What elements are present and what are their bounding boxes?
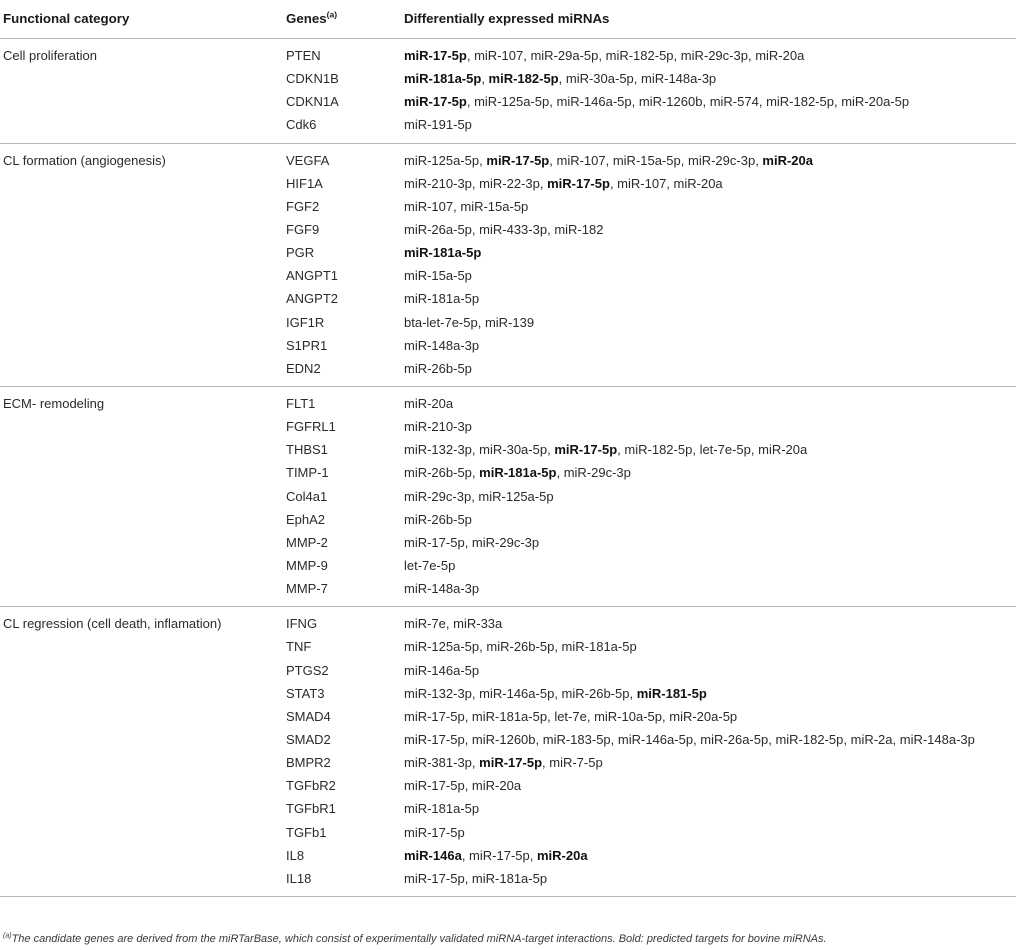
table-row [0, 357, 1016, 380]
header-genes-footnote-mark: (a) [326, 9, 338, 20]
gene-cell: CDKN1B [286, 71, 339, 87]
mirna-cell: miR-17-5p, miR-181a-5p, let-7e, miR-10a-5p, miR-20a-5p [404, 708, 738, 724]
mirna-cell: miR-381-3p, miR-17-5p, miR-7-5p [404, 755, 603, 771]
mirna-cell: miR-107, miR-15a-5p [404, 198, 529, 214]
gene-cell: HIF1A [286, 175, 323, 191]
mirna: miR-146a-5p [556, 94, 632, 110]
mirna-bold: miR-17-5p [547, 175, 610, 191]
mirna-cell [404, 117, 472, 132]
gene-cell: PTEN [286, 48, 321, 63]
mirna: miR-125a-5p [474, 94, 550, 110]
gene-cell: TGFbR1 [286, 801, 336, 817]
category-group [0, 144, 1016, 387]
mirna: let-7e-5p [699, 442, 751, 458]
gene-cell: SMAD2 [286, 731, 331, 747]
mirna-bold: miR-17-5p [554, 442, 618, 458]
mirna-cell [404, 581, 479, 596]
mirna-cell [404, 268, 472, 283]
table-row [0, 287, 1016, 310]
gene-cell: PGR [286, 245, 315, 261]
mirna-cell: miR-210-3p, miR-22-3p, miR-17-5p, miR-107, miR-20a [404, 175, 723, 191]
mirna: miR-26b-5p [404, 360, 472, 376]
mirna: miR-20a-5p [669, 708, 738, 724]
mirna: miR-1260b [471, 731, 536, 747]
gene-cell: MMP-7 [286, 581, 328, 597]
category-group [0, 387, 1016, 607]
gene-cell: BMPR2 [286, 755, 331, 771]
mirna-cell: miR-26a-5p, miR-433-3p, miR-182 [404, 221, 604, 237]
mirna: miR-107 [556, 152, 606, 168]
mirna: miR-182-5p [766, 94, 834, 110]
mirna: miR-29c-3p [563, 465, 631, 481]
table-row [0, 531, 1016, 554]
mirna-cell: miR-132-3p, miR-30a-5p, miR-17-5p, miR-182-5p, let-7e-5p, miR-20a [404, 442, 808, 458]
gene-cell: VEGFA [286, 152, 330, 168]
mirna-cell [404, 245, 481, 260]
gene-cell: THBS1 [286, 442, 328, 458]
mirna-cell: miR-26b-5p, miR-181a-5p, miR-29c-3p [404, 465, 631, 481]
gene-cell: MMP-9 [286, 557, 328, 573]
functional-category-cell: ECM- remodeling [3, 395, 105, 411]
mirna: miR-181a-5p [471, 870, 548, 886]
functional-category-cell: CL regression (cell death, inflamation) [3, 616, 222, 632]
mirna: miR-20a [404, 395, 454, 411]
mirna-bold: miR-182-5p [488, 71, 559, 87]
gene-cell: FLT1 [286, 395, 316, 411]
mirna: miR-132-3p [404, 685, 472, 701]
mirna-bold: miR-181a-5p [479, 465, 557, 481]
mirna-cell: miR-29c-3p, miR-125a-5p [404, 488, 554, 504]
mirna: miR-146a-5p [479, 685, 555, 701]
table-row [0, 67, 1016, 90]
mirna: miR-125a-5p [478, 488, 554, 504]
mirna: miR-146a-5p [404, 662, 480, 678]
header-genes-label: Genes [286, 11, 327, 26]
gene-cell: TGFbR2 [286, 778, 336, 794]
mirna: miR-29c-3p [680, 48, 748, 63]
table-row [0, 415, 1016, 438]
mirna: miR-107 [404, 198, 454, 214]
mirna: miR-29c-3p [471, 534, 540, 550]
table-row [0, 392, 1016, 415]
mirna-cell: bta-let-7e-5p, miR-139 [404, 314, 535, 330]
mirna: miR-182-5p [624, 442, 693, 458]
gene-cell: PTGS2 [286, 662, 329, 678]
mirna-bold: miR-17-5p [404, 94, 467, 110]
mirna: miR-22-3p [479, 175, 540, 191]
gene-cell: FGF2 [286, 198, 320, 214]
mirna-cell [404, 825, 465, 840]
footnote-mark: (a) [3, 932, 12, 940]
gene-cell: SMAD4 [286, 708, 331, 724]
table-row [0, 612, 1016, 635]
mirna: miR-181a-5p [404, 291, 480, 307]
mirna: miR-210-3p [404, 175, 472, 191]
table-row [0, 867, 1016, 890]
table-row [0, 635, 1016, 658]
table-row [0, 821, 1016, 844]
mirna-cell [404, 361, 472, 376]
mirna: miR-20a [758, 442, 808, 458]
gene-cell: IL18 [286, 870, 312, 886]
mirna: miR-148a-3p [404, 337, 480, 353]
mirna-bold: miR-146a [404, 847, 462, 863]
gene-cell: Cdk6 [286, 117, 317, 133]
mirna-cell [404, 663, 479, 678]
mirna: miR-26a-5p [700, 731, 769, 747]
mirna: miR-125a-5p [404, 152, 480, 168]
mirna: miR-1260b [638, 94, 703, 110]
category-group [0, 39, 1016, 144]
mirna-cell [404, 558, 455, 573]
mirna: miR-182-5p [775, 731, 844, 747]
table-row [0, 751, 1016, 774]
table-row [0, 508, 1016, 531]
gene-cell: EphA2 [286, 511, 326, 527]
mirna-cell: miR-17-5p, miR-107, miR-29a-5p, miR-182-5p, miR-29c-3p, miR-20a [404, 48, 805, 63]
table-footnote [3, 933, 827, 945]
mirna-cell: miR-17-5p, miR-1260b, miR-183-5p, miR-146a-5p, miR-26a-5p, miR-182-5p, miR-2a, miR-148a-3p [404, 731, 975, 747]
mirna-cell [404, 512, 472, 527]
gene-cell: Col4a1 [286, 488, 328, 504]
mirna: miR-107 [474, 48, 524, 63]
header-functional-category: Functional category [3, 11, 130, 26]
gene-cell: CDKN1A [286, 94, 339, 110]
mirna-bold: miR-17-5p [404, 48, 467, 63]
mirna-cell: miR-7e, miR-33a [404, 616, 503, 632]
mirna: miR-17-5p [404, 824, 465, 840]
mirna: miR-20a [673, 175, 723, 191]
gene-cell: STAT3 [286, 685, 325, 701]
gene-cell: TIMP-1 [286, 465, 329, 481]
table-row [0, 728, 1016, 751]
mirna: miR-10a-5p [594, 708, 662, 724]
mirna-cell: miR-17-5p, miR-125a-5p, miR-146a-5p, miR-1260b, miR-574, miR-182-5p, miR-20a-5p [404, 94, 910, 110]
mirna: miR-20a-5p [841, 94, 910, 110]
mirna: miR-433-3p [479, 221, 548, 237]
mirna-cell: miR-125a-5p, miR-26b-5p, miR-181a-5p [404, 639, 637, 655]
table-row [0, 172, 1016, 195]
mirna: miR-26a-5p [404, 221, 472, 237]
mirna: miR-26b-5p [404, 511, 472, 527]
mirna: miR-20a [471, 778, 522, 794]
table-row [0, 438, 1016, 461]
table-row [0, 797, 1016, 820]
mirna-cell: miR-17-5p, miR-20a [404, 778, 522, 794]
table-row [0, 149, 1016, 172]
mirna: miR-17-5p [469, 847, 530, 863]
mirna: miR-26b-5p [404, 465, 472, 481]
mirna-cell: miR-181a-5p, miR-182-5p, miR-30a-5p, miR-148a-3p [404, 71, 717, 87]
table-row [0, 334, 1016, 357]
mirna-cell: miR-17-5p, miR-181a-5p [404, 870, 548, 886]
mirna-cell [404, 396, 453, 411]
mirna-bold: miR-20a [762, 152, 813, 168]
table-body [0, 39, 1016, 897]
mirna: miR-181a-5p [404, 801, 480, 817]
mirna-cell [404, 291, 479, 306]
gene-cell: EDN2 [286, 360, 321, 376]
mirna: miR-181a-5p [471, 708, 548, 724]
gene-cell: TGFb1 [286, 824, 327, 840]
mirna: miR-15a-5p [404, 268, 472, 284]
mirna: miR-148a-3p [899, 731, 975, 747]
mirna: miR-125a-5p [404, 639, 480, 655]
table-row [0, 577, 1016, 600]
gene-cell: MMP-2 [286, 534, 328, 550]
mirna: miR-17-5p [404, 731, 465, 747]
mirna: miR-30a-5p [479, 442, 548, 458]
mirna: miR-17-5p [404, 870, 465, 886]
mirna-bold: miR-181-5p [636, 685, 707, 701]
gene-cell: S1PR1 [286, 337, 328, 353]
mirna: miR-182-5p [605, 48, 674, 63]
table-row [0, 264, 1016, 287]
gene-cell: FGF9 [286, 221, 320, 237]
table-row [0, 241, 1016, 264]
mirna: miR-15a-5p [460, 198, 529, 214]
mirna: miR-2a [850, 731, 893, 747]
mirna: miR-29a-5p [530, 48, 599, 63]
mirna-bold: miR-17-5p [486, 152, 550, 168]
mirna-cell: miR-132-3p, miR-146a-5p, miR-26b-5p, miR-181-5p [404, 685, 707, 701]
mirna: miR-182 [554, 221, 604, 237]
mirna: miR-181a-5p [561, 639, 637, 655]
mirna: miR-132-3p [404, 442, 472, 458]
gene-cell: FGFRL1 [286, 419, 336, 435]
functional-category-cell: CL formation (angiogenesis) [3, 152, 166, 168]
mirna: miR-15a-5p [612, 152, 681, 168]
mirna: miR-210-3p [404, 419, 472, 435]
mirna-cell [404, 419, 472, 434]
header-genes [286, 11, 337, 26]
mirna: miR-183-5p [542, 731, 611, 747]
functional-category-cell: Cell proliferation [3, 48, 97, 63]
mirna: miR-26b-5p [486, 639, 555, 655]
mirna: miR-7e [404, 616, 446, 632]
mirna-cell: miR-146a, miR-17-5p, miR-20a [404, 847, 588, 863]
mirna-cell: miR-125a-5p, miR-17-5p, miR-107, miR-15a-5p, miR-29c-3p, miR-20a [404, 152, 813, 168]
table-row [0, 554, 1016, 577]
table-row [0, 311, 1016, 334]
mirna: miR-191-5p [404, 117, 472, 133]
mirna-bold: miR-181a-5p [404, 245, 482, 261]
mirna-cell [404, 338, 479, 353]
mirna: miR-7-5p [549, 755, 603, 771]
gene-cell: IL8 [286, 847, 305, 863]
mirna: miR-146a-5p [617, 731, 694, 747]
mirna: let-7e [554, 708, 587, 724]
table-row [0, 90, 1016, 113]
mirna: miR-17-5p [404, 778, 465, 794]
table-row [0, 682, 1016, 705]
gene-cell: ANGPT2 [286, 291, 339, 307]
mirna: let-7e-5p [404, 557, 456, 573]
table-row [0, 659, 1016, 682]
table-row [0, 774, 1016, 797]
mirna: miR-17-5p [404, 708, 465, 724]
mirna: miR-29c-3p [404, 488, 472, 504]
table-row [0, 218, 1016, 241]
mirna: miR-33a [453, 616, 503, 632]
mirna: miR-148a-3p [404, 581, 480, 597]
mirna-bold: miR-181a-5p [404, 71, 482, 87]
table-row [0, 461, 1016, 484]
mirna: miR-26b-5p [561, 685, 630, 701]
table-row [0, 113, 1016, 136]
mirna: miR-139 [484, 314, 535, 330]
table-row [0, 44, 1016, 67]
header-mirnas: Differentially expressed miRNAs [404, 11, 610, 26]
mirna-bold: miR-20a [536, 847, 588, 863]
mirna: miR-20a [755, 48, 805, 63]
mirna: miR-381-3p [404, 755, 472, 771]
table-header [0, 0, 1016, 39]
gene-cell: IFNG [286, 616, 318, 632]
mirna: miR-574 [709, 94, 759, 110]
mirna: miR-29c-3p [688, 152, 756, 168]
table-row [0, 705, 1016, 728]
gene-cell: ANGPT1 [286, 268, 339, 284]
footnote-text: The candidate genes are derived from the miRTarBase, which consist of experimentally validated miRNA-target interactions. Bold: predicted targets for bovine miRNAs. [11, 933, 827, 945]
table-row [0, 485, 1016, 508]
mirna: miR-17-5p [404, 534, 465, 550]
mirna-cell: miR-17-5p, miR-29c-3p [404, 534, 540, 550]
mirna: miR-107 [617, 175, 667, 191]
table-row [0, 195, 1016, 218]
mirna-cell [404, 801, 479, 816]
mirna: miR-30a-5p [565, 71, 634, 87]
mirna-bold: miR-17-5p [479, 755, 543, 771]
gene-cell: TNF [286, 639, 312, 655]
table-row [0, 844, 1016, 867]
gene-cell: IGF1R [286, 314, 325, 330]
mirna: miR-148a-3p [641, 71, 717, 87]
category-group [0, 607, 1016, 897]
mirna: bta-let-7e-5p [404, 314, 478, 330]
